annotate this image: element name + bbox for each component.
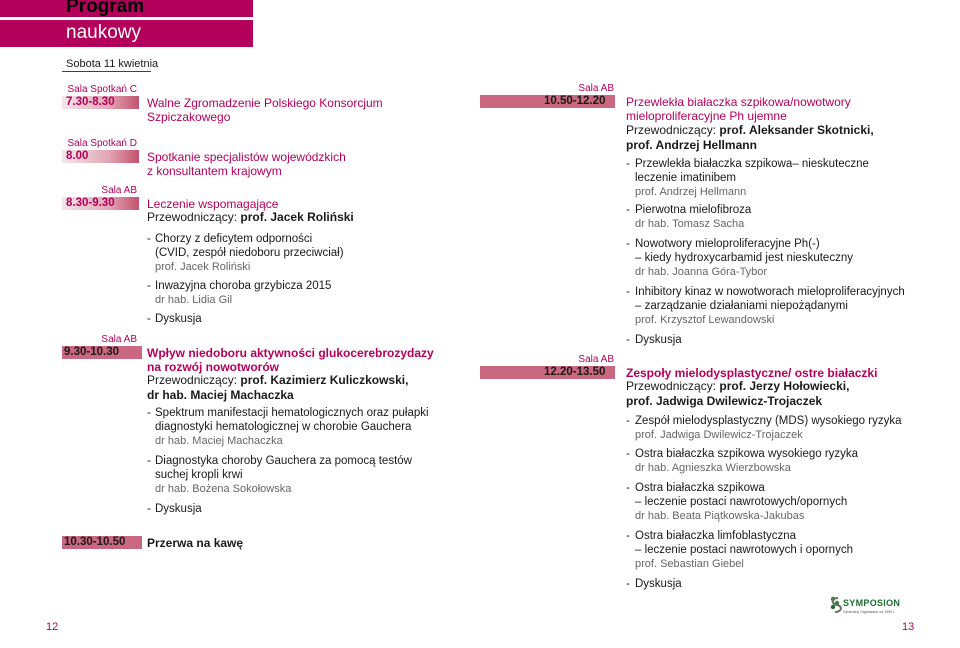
date-rule <box>62 71 151 72</box>
room-label: Sala AB <box>578 83 614 94</box>
item-title-line: (CVID, zespół niedoboru przeciwciał) <box>155 247 344 259</box>
chair-label: Przewodniczący: <box>626 379 717 393</box>
session-title <box>147 346 434 374</box>
item-title-line: diagnostyki hematologicznej w chorobie Gauchera <box>155 421 412 433</box>
bullet: - <box>626 530 630 542</box>
item-title-line: Nowotwory mieloproliferacyjne Ph(-) <box>635 238 820 250</box>
time-label: 8.30-9.30 <box>66 197 115 209</box>
agenda-item <box>626 481 936 523</box>
bullet: - <box>626 334 630 346</box>
chair-name: prof. Andrzej Hellmann <box>626 138 757 152</box>
bullet: - <box>626 158 630 170</box>
time-bar <box>62 536 142 549</box>
bullet: - <box>626 578 630 590</box>
agenda-item <box>147 279 447 307</box>
agenda-item <box>147 406 467 448</box>
chair-name: prof. Kazimierz Kuliczkowski, <box>240 373 409 387</box>
speaker: dr hab. Lidia Gil <box>155 294 233 306</box>
speaker: dr hab. Joanna Góra-Tybor <box>635 266 768 278</box>
chair-label: Przewodniczący: <box>626 123 717 137</box>
session-title: Leczenie wspomagające <box>147 197 279 211</box>
speaker: prof. Sebastian Giebel <box>635 558 744 570</box>
item-title-line: Diagnostyka choroby Gauchera za pomocą testów <box>155 455 412 467</box>
session-title <box>147 150 346 178</box>
bullet: - <box>626 204 630 216</box>
chair-name: prof. Jerzy Hołowiecki, <box>719 379 850 393</box>
discussion-label: Dyskusja <box>635 578 682 590</box>
discussion-item <box>626 577 682 591</box>
time-label: 9.30-10.30 <box>64 346 119 358</box>
time-label: 12.20-13.50 <box>544 366 606 378</box>
logo-text: SYMPOSION <box>843 598 901 608</box>
time-label: 10.30-10.50 <box>64 536 126 548</box>
agenda-item <box>626 203 936 231</box>
item-title-line: Pierwotna mielofibroza <box>635 204 752 216</box>
agenda-item <box>626 285 946 327</box>
bullet: - <box>147 503 151 515</box>
speaker: dr hab. Maciej Machaczka <box>155 435 283 447</box>
time-label: 10.50-12.20 <box>544 95 606 107</box>
speaker: prof. Jadwiga Dwilewicz-Trojaczek <box>635 429 803 441</box>
session-title-line: Wpływ niedoboru aktywności glukocerebrozydazy <box>147 346 434 360</box>
item-title-line: Ostra białaczka szpikowa <box>635 482 765 494</box>
bullet: - <box>147 407 151 419</box>
time-bar <box>62 150 139 163</box>
bullet: - <box>147 233 151 245</box>
session-title-line: mieloproliferacyjne Ph ujemne <box>626 109 787 123</box>
room-label: Sala Spotkań D <box>67 138 137 149</box>
chair-label: Przewodniczący: <box>147 373 238 387</box>
item-title-line: Zespół mielodysplastyczny (MDS) wysokiego ryzyka <box>635 415 902 427</box>
item-title-line: leczenie imatinibem <box>635 172 736 184</box>
header-title-line1: Program <box>66 0 145 17</box>
discussion-label: Dyskusja <box>635 334 682 346</box>
break-title: Przerwa na kawę <box>147 536 244 550</box>
speaker: dr hab. Bożena Sokołowska <box>155 483 292 495</box>
item-title-line: – leczenie postaci nawrotowych/opornych <box>635 496 848 508</box>
bullet: - <box>147 280 151 292</box>
agenda-item <box>626 157 936 199</box>
discussion-item <box>147 312 202 326</box>
bullet: - <box>626 448 630 460</box>
agenda-item <box>626 529 936 571</box>
time-bar <box>62 197 139 210</box>
bullet: - <box>626 286 630 298</box>
time-label: 7.30-8.30 <box>66 96 115 108</box>
time-bar <box>62 346 142 359</box>
bullet: - <box>147 313 151 325</box>
room-label: Sala AB <box>101 185 137 196</box>
session-title <box>626 95 851 123</box>
agenda-item <box>626 237 936 279</box>
discussion-item <box>626 333 682 347</box>
speaker: dr hab. Tomasz Sacha <box>635 218 745 230</box>
speaker: dr hab. Agnieszka Wierzbowska <box>635 462 791 474</box>
item-title-line: Inwazyjna choroba grzybicza 2015 <box>155 280 332 292</box>
time-bar <box>480 366 615 379</box>
session-title-line: Spotkanie specjalistów wojewódzkich <box>147 150 346 164</box>
item-title-line: – kiedy hydroxycarbamid jest nieskuteczny <box>635 252 853 264</box>
room-label: Sala AB <box>101 334 137 345</box>
symposion-logo <box>827 594 901 620</box>
date-label: Sobota 11 kwietnia <box>66 58 159 70</box>
time-bar <box>62 96 139 109</box>
speaker: prof. Andrzej Hellmann <box>635 186 747 198</box>
item-title-line: – leczenie postaci nawrotowych i opornych <box>635 544 853 556</box>
item-title-line: Ostra białaczka limfoblastyczna <box>635 530 797 542</box>
room-label: Sala Spotkań C <box>67 84 137 95</box>
chair-line <box>147 210 354 225</box>
agenda-item <box>147 232 447 274</box>
room-label: Sala AB <box>578 354 614 365</box>
speaker: dr hab. Beata Piątkowska-Jakubas <box>635 510 805 522</box>
agenda-item <box>147 454 467 496</box>
item-title-line: Inhibitory kinaz w nowotworach mieloproliferacyjnych <box>635 286 905 298</box>
item-title-line: Spektrum manifestacji hematologicznych oraz pułapki <box>155 407 429 419</box>
discussion-label: Dyskusja <box>155 503 202 515</box>
session-title: Zespoły mielodysplastyczne/ ostre białaczki <box>626 366 878 380</box>
session-title-line: na rozwój nowotworów <box>147 360 279 374</box>
session-title <box>147 96 383 124</box>
bullet: - <box>626 415 630 427</box>
bullet: - <box>626 238 630 250</box>
logo-subtext: Generalny Organizator od 1995 r. <box>843 610 895 614</box>
item-title-line: Przewlekła białaczka szpikowa– nieskuteczne <box>635 158 869 170</box>
chair-name: dr hab. Maciej Machaczka <box>147 388 294 402</box>
page-number-left: 12 <box>46 621 59 633</box>
bullet: - <box>147 455 151 467</box>
time-label: 8.00 <box>66 150 89 162</box>
agenda-item <box>626 447 936 475</box>
chair-name: prof. Jacek Roliński <box>240 210 354 224</box>
bullet: - <box>626 482 630 494</box>
chair-name: prof. Aleksander Skotnicki, <box>719 123 874 137</box>
session-title-line: Walne Zgromadzenie Polskiego Konsorcjum <box>147 96 383 110</box>
session-title-line: Szpiczakowego <box>147 110 231 124</box>
item-title-line: Ostra białaczka szpikowa wysokiego ryzyka <box>635 448 859 460</box>
chair-line <box>147 373 408 403</box>
chair-name: prof. Jadwiga Dwilewicz-Trojaczek <box>626 394 823 408</box>
item-title-line: – zarządzanie działaniami niepożądanymi <box>635 300 848 312</box>
time-bar <box>480 95 615 108</box>
chair-line <box>626 379 849 409</box>
session-title-line: Przewlekła białaczka szpikowa/nowotwory <box>626 95 851 109</box>
speaker: prof. Jacek Roliński <box>155 261 251 273</box>
session-title-line: z konsultantem krajowym <box>147 164 282 178</box>
discussion-label: Dyskusja <box>155 313 202 325</box>
item-title-line: Chorzy z deficytem odporności <box>155 233 313 245</box>
agenda-item <box>626 414 936 442</box>
header-title-line2: naukowy <box>66 22 141 43</box>
chair-label: Przewodniczący: <box>147 210 238 224</box>
item-title-line: suchej kropli krwi <box>155 469 243 481</box>
discussion-item <box>147 502 202 516</box>
chair-line <box>626 123 874 153</box>
speaker: prof. Krzysztof Lewandowski <box>635 314 775 326</box>
page-number-right: 13 <box>902 621 915 633</box>
